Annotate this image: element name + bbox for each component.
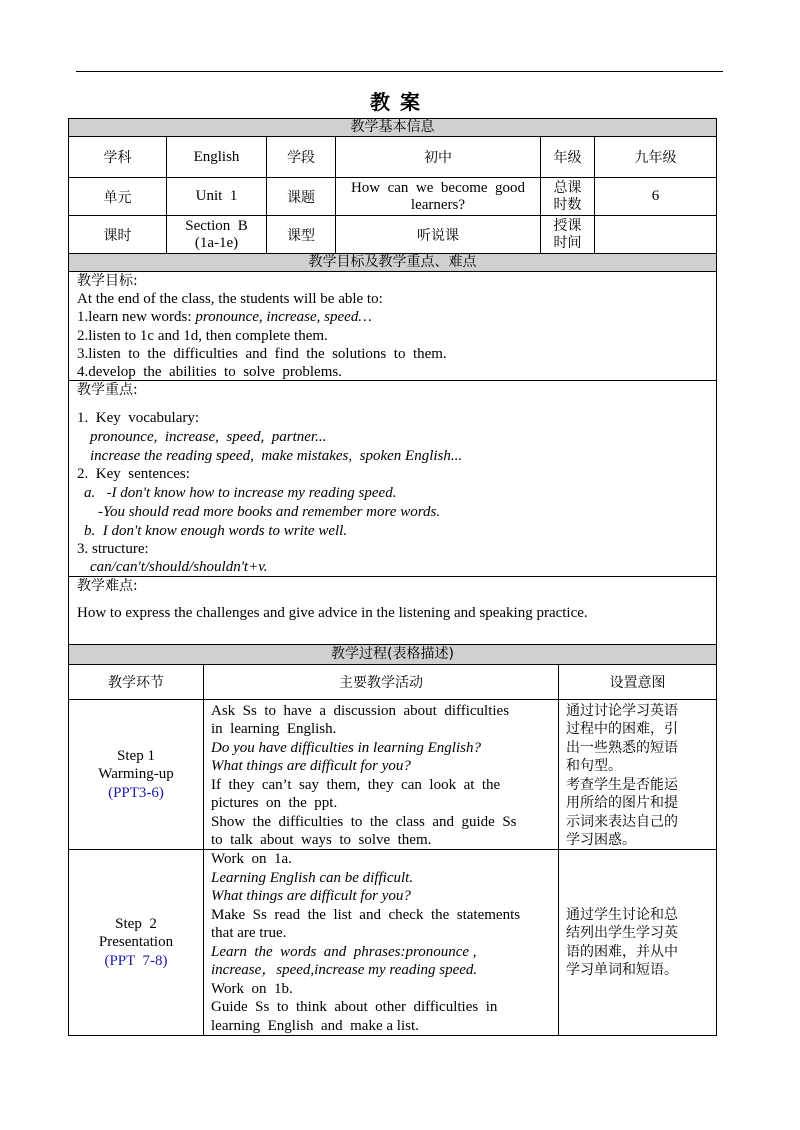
objectives-header: 教学目标及教学重点、难点 [68, 253, 717, 272]
key-sentence-b: b. I don't know enough words to write well. [84, 523, 348, 539]
time-value [594, 215, 717, 254]
grade-label: 年级 [540, 136, 595, 178]
process-header: 教学过程(表格描述) [68, 644, 717, 665]
difficulty-label: 教学难点: [77, 578, 138, 594]
step2-line: Work on 1b. [211, 981, 293, 997]
step1-name: Step 1 [117, 747, 155, 764]
goal-1-words: pronounce, increase, speed… [195, 309, 372, 325]
step1-ppt-ref: (PPT3-6) [108, 784, 164, 801]
step1-intent-line: 通过讨论学习英语 [566, 703, 678, 719]
step2-intent-line: 结列出学生学习英 [566, 925, 678, 941]
key-sentence-a-reply: -You should read more books and remember more words. [98, 504, 441, 520]
step2-name: Step 2 [115, 915, 157, 932]
topic-label: 课题 [266, 177, 336, 216]
goals-block [68, 271, 717, 381]
key-vocab-words: pronounce, increase, speed, partner... [90, 429, 327, 445]
step2-intent-line: 学习单词和短语。 [566, 962, 678, 978]
step2-stage-cell [68, 849, 204, 1036]
header-rule [76, 71, 723, 72]
step1-intent-line: 用所给的图片和提 [566, 795, 678, 811]
step2-line: Guide Ss to think about other difficulties in [211, 999, 498, 1015]
step1-line: to talk about ways to solve them. [211, 832, 432, 848]
step1-intent-line: 和句型。 [566, 758, 622, 774]
stage-value: 初中 [335, 136, 541, 178]
goal-3: 3.listen to the difficulties and find the solutions to them. [77, 346, 447, 362]
step2-line: What things are difficult for you? [211, 888, 411, 904]
step1-intent-line: 过程中的困难，引 [566, 721, 678, 737]
step2-line: that are true. [211, 925, 287, 941]
step1-line: Show the difficulties to the class and guide Ss [211, 814, 517, 830]
goal-1 [77, 308, 372, 327]
step1-subtitle: Warming-up [98, 766, 174, 783]
total-hours-label: 总课时数 [540, 177, 595, 216]
step2-line: Make Ss read the list and check the statements [211, 907, 521, 923]
step1-intent-line: 示词来表达自己的 [566, 814, 678, 830]
col-activity-header: 主要教学活动 [203, 664, 559, 700]
step2-line: learning English and make a list. [211, 1018, 419, 1034]
step1-intent-line: 学习困惑。 [566, 832, 636, 848]
difficulty-text: How to express the challenges and give advice in the listening and speaking practice. [77, 605, 588, 621]
key-vocab-phrases: increase the reading speed, make mistakes, spoken English... [90, 448, 463, 464]
step1-line: in learning English. [211, 721, 337, 737]
goal-4: 4.develop the abilities to solve problems. [77, 364, 342, 380]
key-sentences-heading: 2. Key sentences: [77, 466, 190, 482]
goal-2: 2.listen to 1c and 1d, then complete them. [77, 328, 328, 344]
step2-line: Learn the words and phrases:pronounce , [211, 944, 477, 960]
col-stage-header: 教学环节 [68, 664, 204, 700]
step2-subtitle: Presentation [98, 934, 174, 951]
step2-line: Work on 1a. [211, 851, 292, 867]
time-label: 授课时间 [540, 215, 595, 254]
step2-intent-line: 语的困难，并从中 [566, 944, 678, 960]
period-value: Section B (1a-1e) [166, 215, 267, 254]
unit-label: 单元 [68, 177, 167, 216]
step1-line: Do you have difficulties in learning English? [211, 740, 481, 756]
key-points-label: 教学重点: [77, 382, 138, 398]
subject-label: 学科 [68, 136, 167, 178]
key-structure-heading: 3. structure: [77, 541, 149, 557]
step2-intent-line: 通过学生讨论和总 [566, 907, 678, 923]
grade-value: 九年级 [594, 136, 717, 178]
step1-intent-line: 出一些熟悉的短语 [566, 740, 678, 756]
difficulty-block [68, 576, 717, 645]
step2-line: Learning English can be difficult. [211, 870, 414, 886]
key-structure: can/can't/should/shouldn't+v. [90, 559, 268, 575]
step1-intent-cell [558, 699, 717, 850]
goal-1-prefix: 1.learn new words: [77, 309, 196, 325]
goals-intro: At the end of the class, the students will be able to: [77, 291, 383, 307]
step1-stage-cell [68, 699, 204, 850]
step2-line: increase，speed,increase my reading speed. [211, 962, 478, 978]
key-points-block [68, 380, 717, 577]
step1-intent-line: 考查学生是否能运 [566, 777, 678, 793]
step2-activity-cell [203, 849, 559, 1036]
basic-info-header: 教学基本信息 [68, 118, 717, 137]
total-hours-value: 6 [594, 177, 717, 216]
stage-label: 学段 [266, 136, 336, 178]
step1-line: pictures on the ppt. [211, 795, 338, 811]
unit-value: Unit 1 [166, 177, 267, 216]
subject-value: English [166, 136, 267, 178]
period-label: 课时 [68, 215, 167, 254]
col-intent-header: 设置意图 [558, 664, 717, 700]
step2-ppt-ref: (PPT 7-8) [104, 952, 168, 969]
step2-intent-cell [558, 849, 717, 1036]
topic-value: How can we become good learners? [335, 177, 541, 216]
key-vocab-heading: 1. Key vocabulary: [77, 410, 200, 426]
goals-label: 教学目标: [77, 273, 138, 289]
key-sentence-a: a. -I don't know how to increase my reading speed. [84, 485, 397, 501]
step1-line: What things are difficult for you? [211, 758, 411, 774]
page-title: 教案 [370, 90, 430, 114]
step1-line: Ask Ss to have a discussion about difficulties [211, 703, 510, 719]
type-label: 课型 [266, 215, 336, 254]
type-value: 听说课 [335, 215, 541, 254]
step1-line: If they can’t say them, they can look at the [211, 777, 501, 793]
step1-activity-cell [203, 699, 559, 850]
